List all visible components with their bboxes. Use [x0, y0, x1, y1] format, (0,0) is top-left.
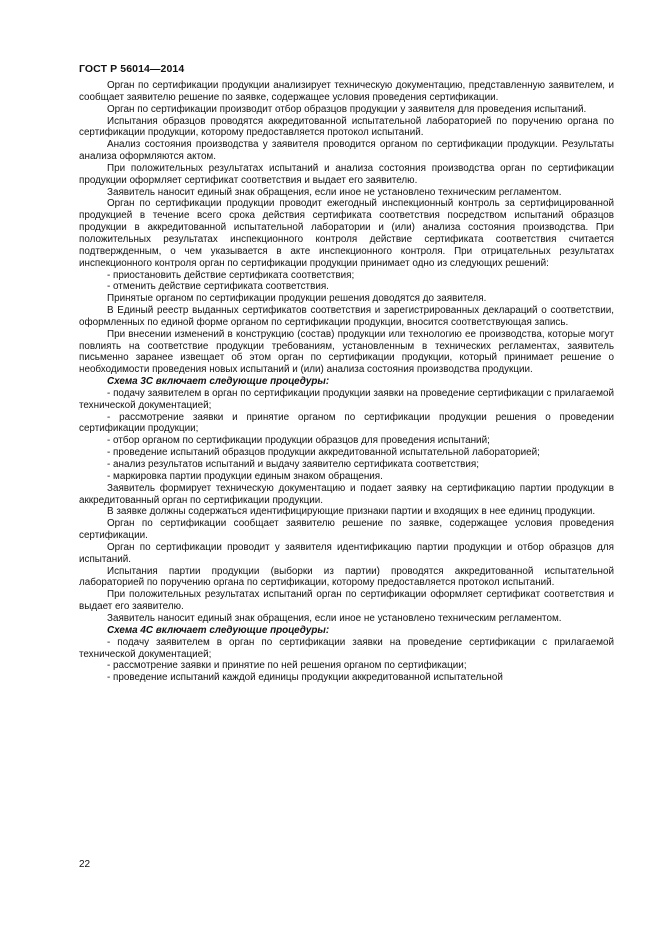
paragraph: Орган по сертификации продукции проводит ежегодный инспекционный контроль за сертифицированной продукцией в течение всего срока действия сертификата соответствия посредством испытаний образцов продукции в аккредитованной испытательной лаборатории и (или) анализа состояния производства. При положительных результатах инспекционного контроля действие сертификата соответствия считается подтвержденным, о чем указывается в акте инспекционного контроля. При отрицательных результатах инспекционного контроля орган по сертификации продукции принимает одно из следующих решений:: [79, 198, 614, 269]
document-header: ГОСТ Р 56014—2014: [79, 63, 185, 75]
list-item: - проведение испытаний каждой единицы продукции аккредитованной испытательной: [107, 672, 503, 684]
scheme-4c-heading: Схема 4С включает следующие процедуры:: [107, 624, 330, 636]
paragraph: Орган по сертификации сообщает заявителю решение по заявке, содержащее условия проведения сертификации.: [79, 518, 614, 542]
paragraph: В Единый реестр выданных сертификатов соответствия и зарегистрированных деклараций о соответствии, оформленных по единой форме органом по сертификации продукции, вносится соответствующая запись.: [79, 305, 614, 328]
list-item: - подачу заявителем в орган по сертификации продукции заявки на проведение сертификации с прилагаемой технической документацией;: [79, 387, 614, 411]
list-item: - анализ результатов испытаний и выдачу заявителю сертификата соответствия;: [107, 459, 479, 470]
paragraph: Заявитель наносит единый знак обращения, если иное не установлено техническим регламентом.: [107, 186, 562, 198]
list-item: - отбор органом по сертификации продукции образцов для проведения испытаний;: [107, 435, 490, 447]
list-item: - маркировка партии продукции единым знаком обращения.: [107, 470, 383, 482]
list-item: - рассмотрение заявки и принятие органом по сертификации продукции решения о проведении сертификации продукции;: [79, 411, 614, 435]
paragraph: В заявке должны содержаться идентифицирующие признаки партии и входящих в нее единиц продукции.: [107, 506, 596, 518]
list-item: - рассмотрение заявки и принятие по ней решения органом по сертификации;: [107, 660, 467, 672]
paragraph: Заявитель формирует техническую документацию и подает заявку на сертификацию партии продукции в аккредитованный орган по сертификации продукции.: [79, 482, 614, 506]
paragraph: Орган по сертификации производит отбор образцов продукции у заявителя для проведения испытаний.: [107, 103, 587, 115]
paragraph: При положительных результатах испытаний и анализа состояния производства орган по сертификации продукции оформляет сертификат соответствия и выдает его заявителю.: [79, 162, 614, 186]
paragraph: Орган по сертификации проводит у заявителя идентификацию партии продукции и отбор образцов для испытаний.: [79, 541, 614, 565]
paragraph: При положительных результатах испытаний орган по сертификации оформляет сертификат соответствия и выдает его заявителю.: [79, 589, 614, 613]
paragraph: Принятые органом по сертификации продукции решения доводятся до заявителя.: [107, 293, 487, 305]
paragraph: Испытания образцов проводятся аккредитованной испытательной лабораторией по поручению органа по сертификации продукции, которому предоставляется протокол испытаний.: [79, 115, 614, 139]
list-item: - отменить действие сертификата соответствия.: [107, 281, 329, 293]
page-number: 22: [79, 859, 91, 870]
list-item: - приостановить действие сертификата соответствия;: [107, 269, 355, 281]
paragraph: Анализ состояния производства у заявителя проводится органом по сертификации продукции. Результаты анализа оформляются актом.: [79, 139, 614, 163]
paragraph: Испытания партии продукции (выборки из партии) проводятся аккредитованной испытательной лабораторией по поручению органа по сертификации, которому предоставляется протокол испытаний.: [79, 565, 614, 589]
paragraph: Орган по сертификации продукции анализирует техническую документацию, представленную заявителем, и сообщает заявителю решение по заявке, содержащее условия проведения сертификации.: [79, 80, 614, 103]
document-body: [79, 80, 614, 684]
scheme-3c-heading: Схема 3С включает следующие процедуры:: [107, 376, 330, 388]
list-item: - проведение испытаний образцов продукции аккредитованной испытательной лабораторией;: [107, 447, 540, 459]
paragraph: При внесении изменений в конструкцию (состав) продукции или технологию ее производства, которые могут повлиять на соответствие продукции требованиям, установленным в технических регламентах, заявитель письменно заранее извещает об этом орган по сертификации продукции, который принимает решение о необходимости проведения новых испытаний и (или) анализа состояния производства продукции.: [79, 328, 614, 376]
paragraph: Заявитель наносит единый знак обращения, если иное не установлено техническим регламентом.: [107, 612, 562, 624]
list-item: - подачу заявителем в орган по сертификации заявки на проведение сертификации с прилагаемой технической документацией;: [79, 636, 614, 660]
